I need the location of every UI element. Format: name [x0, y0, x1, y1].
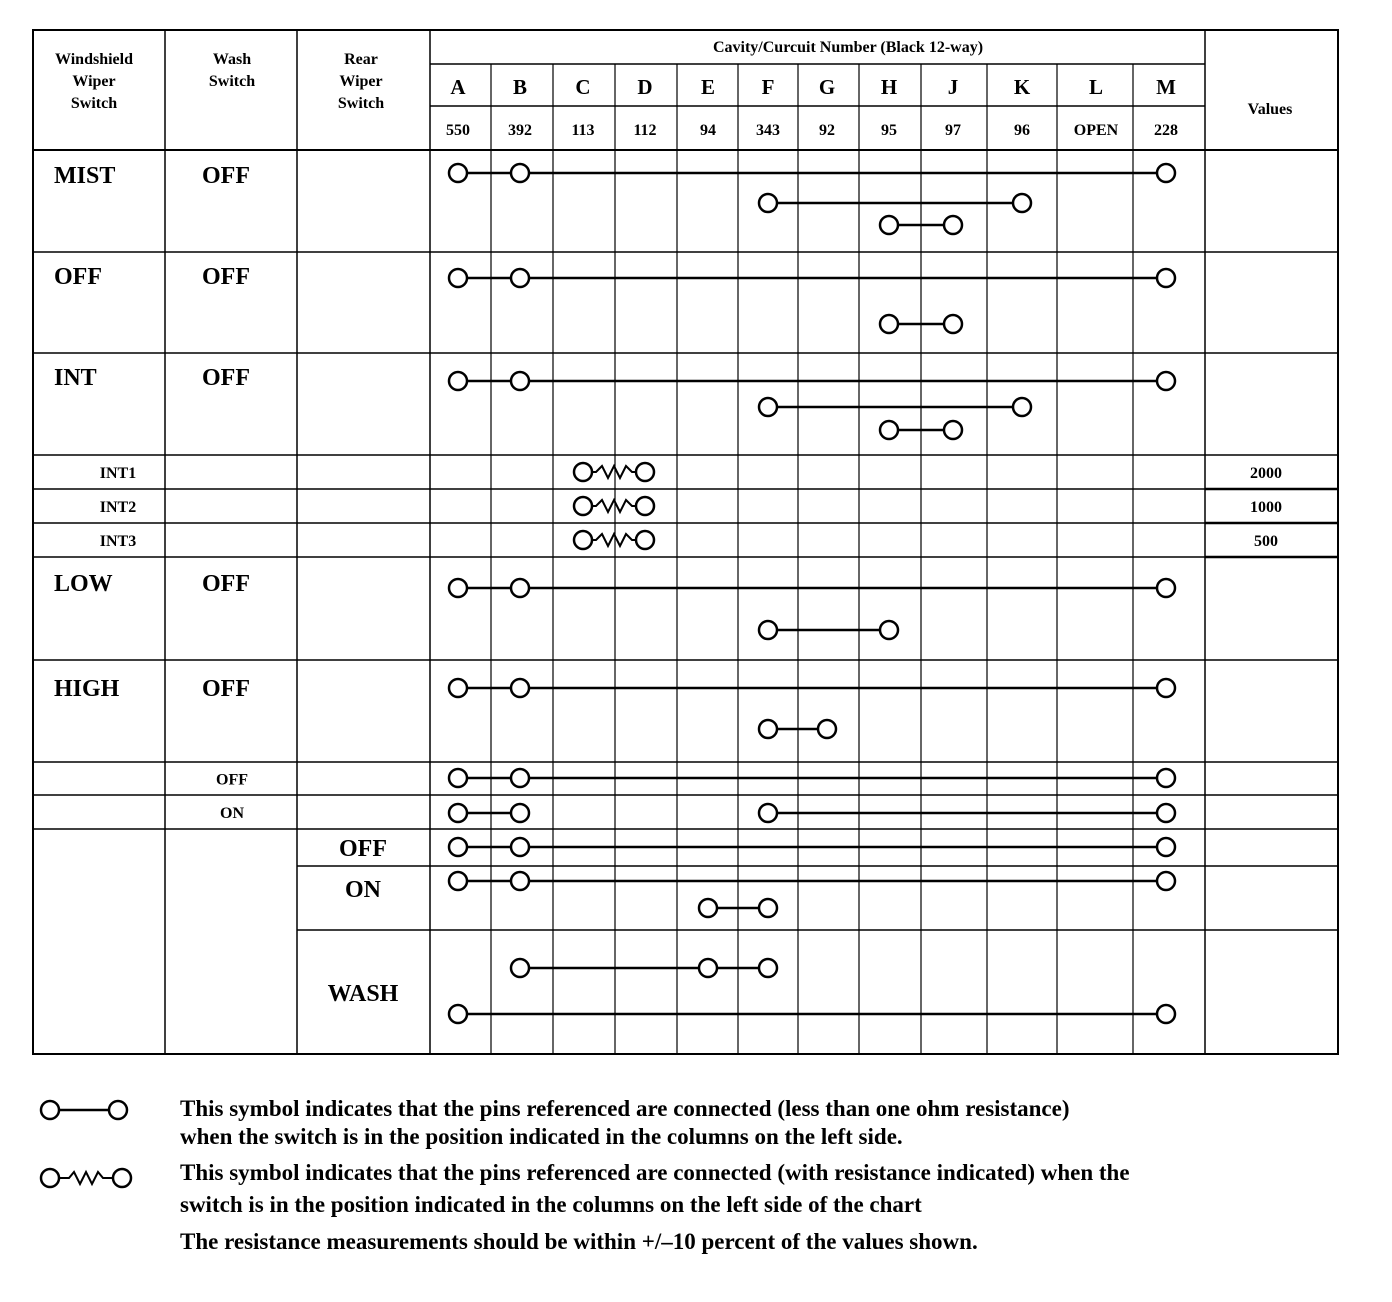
windshield-position-label: INT2 — [99, 499, 137, 516]
pin-terminal — [511, 959, 529, 977]
pin-terminal — [574, 497, 592, 515]
row-connections — [449, 872, 1175, 917]
legend — [0, 1085, 1392, 1285]
cavity-letter: J — [947, 75, 959, 99]
pin-terminal — [511, 872, 529, 890]
pin-terminal — [699, 899, 717, 917]
row-connections — [449, 269, 1175, 333]
pin-terminal — [1157, 769, 1175, 787]
cavity-letter: B — [512, 75, 528, 99]
row-connections — [574, 463, 654, 481]
direct-connection-symbol-icon — [36, 1095, 132, 1125]
cavity-letter: M — [1156, 75, 1176, 99]
resistor-connection-symbol-icon — [36, 1163, 136, 1193]
circuit-number: 112 — [633, 122, 657, 139]
pin-terminal — [1013, 194, 1031, 212]
pin-terminal — [944, 421, 962, 439]
row-connections — [449, 372, 1175, 439]
pin-terminal — [636, 531, 654, 549]
chart-header — [55, 39, 1292, 139]
header-values: Values — [1247, 101, 1293, 118]
header-windshield-wiper-switch: Wiper — [72, 73, 116, 90]
rear-position-label: OFF — [339, 836, 387, 862]
pin-terminal — [944, 315, 962, 333]
circuit-number: 392 — [508, 122, 532, 139]
header-wash-switch: Wash — [212, 51, 252, 68]
resistor-wire — [593, 466, 635, 478]
pin-terminal — [1157, 579, 1175, 597]
resistor-wire — [593, 534, 635, 546]
wash-position-label: OFF — [202, 365, 250, 391]
pin-terminal — [511, 372, 529, 390]
pin-terminal — [511, 269, 529, 287]
row-connections — [449, 959, 1175, 1023]
pin-terminal — [759, 959, 777, 977]
row-connections — [449, 804, 1175, 822]
pin-terminal — [511, 679, 529, 697]
pin-terminal — [449, 1005, 467, 1023]
pin-terminal — [1157, 872, 1175, 890]
pin-terminal — [1157, 838, 1175, 856]
pin-terminal — [1157, 164, 1175, 182]
pin-terminal — [511, 769, 529, 787]
circuit-number: 97 — [945, 122, 961, 139]
header-windshield-wiper-switch: Windshield — [55, 51, 133, 68]
legend-direct-line-2: when the switch is in the position indicated in the columns on the left side. — [180, 1124, 903, 1149]
pin-terminal — [574, 531, 592, 549]
row-connections — [574, 531, 654, 549]
pin-terminal — [759, 621, 777, 639]
header-wash-switch: Switch — [208, 73, 256, 90]
row-connections — [449, 579, 1175, 639]
legend-direct-line-1: This symbol indicates that the pins referenced are connected (less than one ohm resistance) — [180, 1096, 1070, 1121]
row-connections — [574, 497, 654, 515]
rear-position-label: ON — [345, 877, 381, 903]
circuit-number: 96 — [1014, 122, 1030, 139]
pin-terminal — [449, 164, 467, 182]
cavity-letter: F — [761, 75, 775, 99]
pin-terminal — [944, 216, 962, 234]
circuit-number: 95 — [881, 122, 897, 139]
circuit-number: 343 — [756, 122, 780, 139]
pin-terminal — [1157, 1005, 1175, 1023]
row-connections — [449, 679, 1175, 738]
pin-terminal — [880, 216, 898, 234]
pin-terminal — [880, 315, 898, 333]
pin-terminal — [880, 621, 898, 639]
windshield-position-label: INT1 — [99, 465, 137, 482]
legend-resistor-line-1: This symbol indicates that the pins referenced are connected (with resistance indicated) when the — [180, 1160, 1130, 1185]
header-rear-wiper-switch: Wiper — [339, 73, 383, 90]
windshield-position-label: OFF — [54, 264, 102, 290]
pin-terminal — [1013, 398, 1031, 416]
pin-terminal — [880, 421, 898, 439]
pin-terminal — [1157, 372, 1175, 390]
wash-position-label: OFF — [216, 771, 248, 789]
pin-terminal — [449, 269, 467, 287]
pin-terminal — [636, 497, 654, 515]
circuit-number: 228 — [1154, 122, 1178, 139]
circuit-number: 113 — [571, 122, 595, 139]
pin-terminal — [511, 804, 529, 822]
legend-resistor-line-2: switch is in the position indicated in the columns on the left side of the chart — [180, 1192, 922, 1217]
pin-terminal — [574, 463, 592, 481]
pin-terminal — [449, 769, 467, 787]
circuit-number: 94 — [700, 122, 716, 139]
resistance-value: 2000 — [1250, 465, 1282, 482]
pin-terminal — [636, 463, 654, 481]
header-rear-wiper-switch: Switch — [337, 95, 385, 112]
pin-terminal — [449, 804, 467, 822]
pin-terminal — [1157, 679, 1175, 697]
resistance-value: 500 — [1254, 533, 1278, 550]
wash-position-label: OFF — [202, 264, 250, 290]
resistor-wire — [593, 500, 635, 512]
pin-terminal — [759, 804, 777, 822]
cavity-letter: K — [1013, 75, 1031, 99]
cavity-letter: C — [575, 75, 591, 99]
wash-position-label: OFF — [202, 163, 250, 189]
circuit-number: OPEN — [1073, 122, 1119, 139]
cavity-letter: D — [637, 75, 653, 99]
pin-terminal — [449, 872, 467, 890]
pin-terminal — [1157, 804, 1175, 822]
header-windshield-wiper-switch: Switch — [70, 95, 118, 112]
windshield-position-label: MIST — [54, 163, 116, 189]
pin-terminal — [818, 720, 836, 738]
row-connections — [449, 164, 1175, 234]
pin-terminal — [759, 720, 777, 738]
wash-position-label: OFF — [202, 571, 250, 597]
legend-tolerance-note: The resistance measurements should be within +/–10 percent of the values shown. — [180, 1229, 978, 1254]
rear-position-label: WASH — [327, 981, 399, 1007]
cavity-letter: E — [700, 75, 716, 99]
pin-connections — [449, 164, 1175, 1023]
pin-terminal — [1157, 269, 1175, 287]
header-cavity-title: Cavity/Curcuit Number (Black 12-way) — [712, 39, 984, 56]
circuit-number: 550 — [446, 122, 470, 139]
windshield-position-label: HIGH — [54, 676, 120, 702]
cavity-letter: H — [880, 75, 898, 99]
pin-terminal — [759, 194, 777, 212]
pin-terminal — [449, 838, 467, 856]
windshield-position-label: INT3 — [99, 533, 137, 550]
row-connections — [449, 838, 1175, 856]
pin-terminal — [511, 838, 529, 856]
windshield-position-label: INT — [54, 365, 97, 391]
pin-terminal — [511, 164, 529, 182]
wash-position-label: ON — [220, 805, 244, 822]
resistance-value: 1000 — [1250, 499, 1282, 516]
cavity-letter: A — [450, 75, 466, 99]
pin-terminal — [449, 679, 467, 697]
row-connections — [449, 769, 1175, 787]
pin-terminal — [449, 372, 467, 390]
wash-position-label: OFF — [202, 676, 250, 702]
header-rear-wiper-switch: Rear — [344, 51, 378, 68]
pin-terminal — [759, 398, 777, 416]
windshield-position-label: LOW — [54, 571, 113, 597]
pin-terminal — [449, 579, 467, 597]
pin-terminal — [511, 579, 529, 597]
pin-terminal — [699, 959, 717, 977]
pin-terminal — [759, 899, 777, 917]
circuit-number: 92 — [819, 122, 835, 139]
cavity-letter: L — [1088, 75, 1104, 99]
cavity-letter: G — [818, 75, 836, 99]
